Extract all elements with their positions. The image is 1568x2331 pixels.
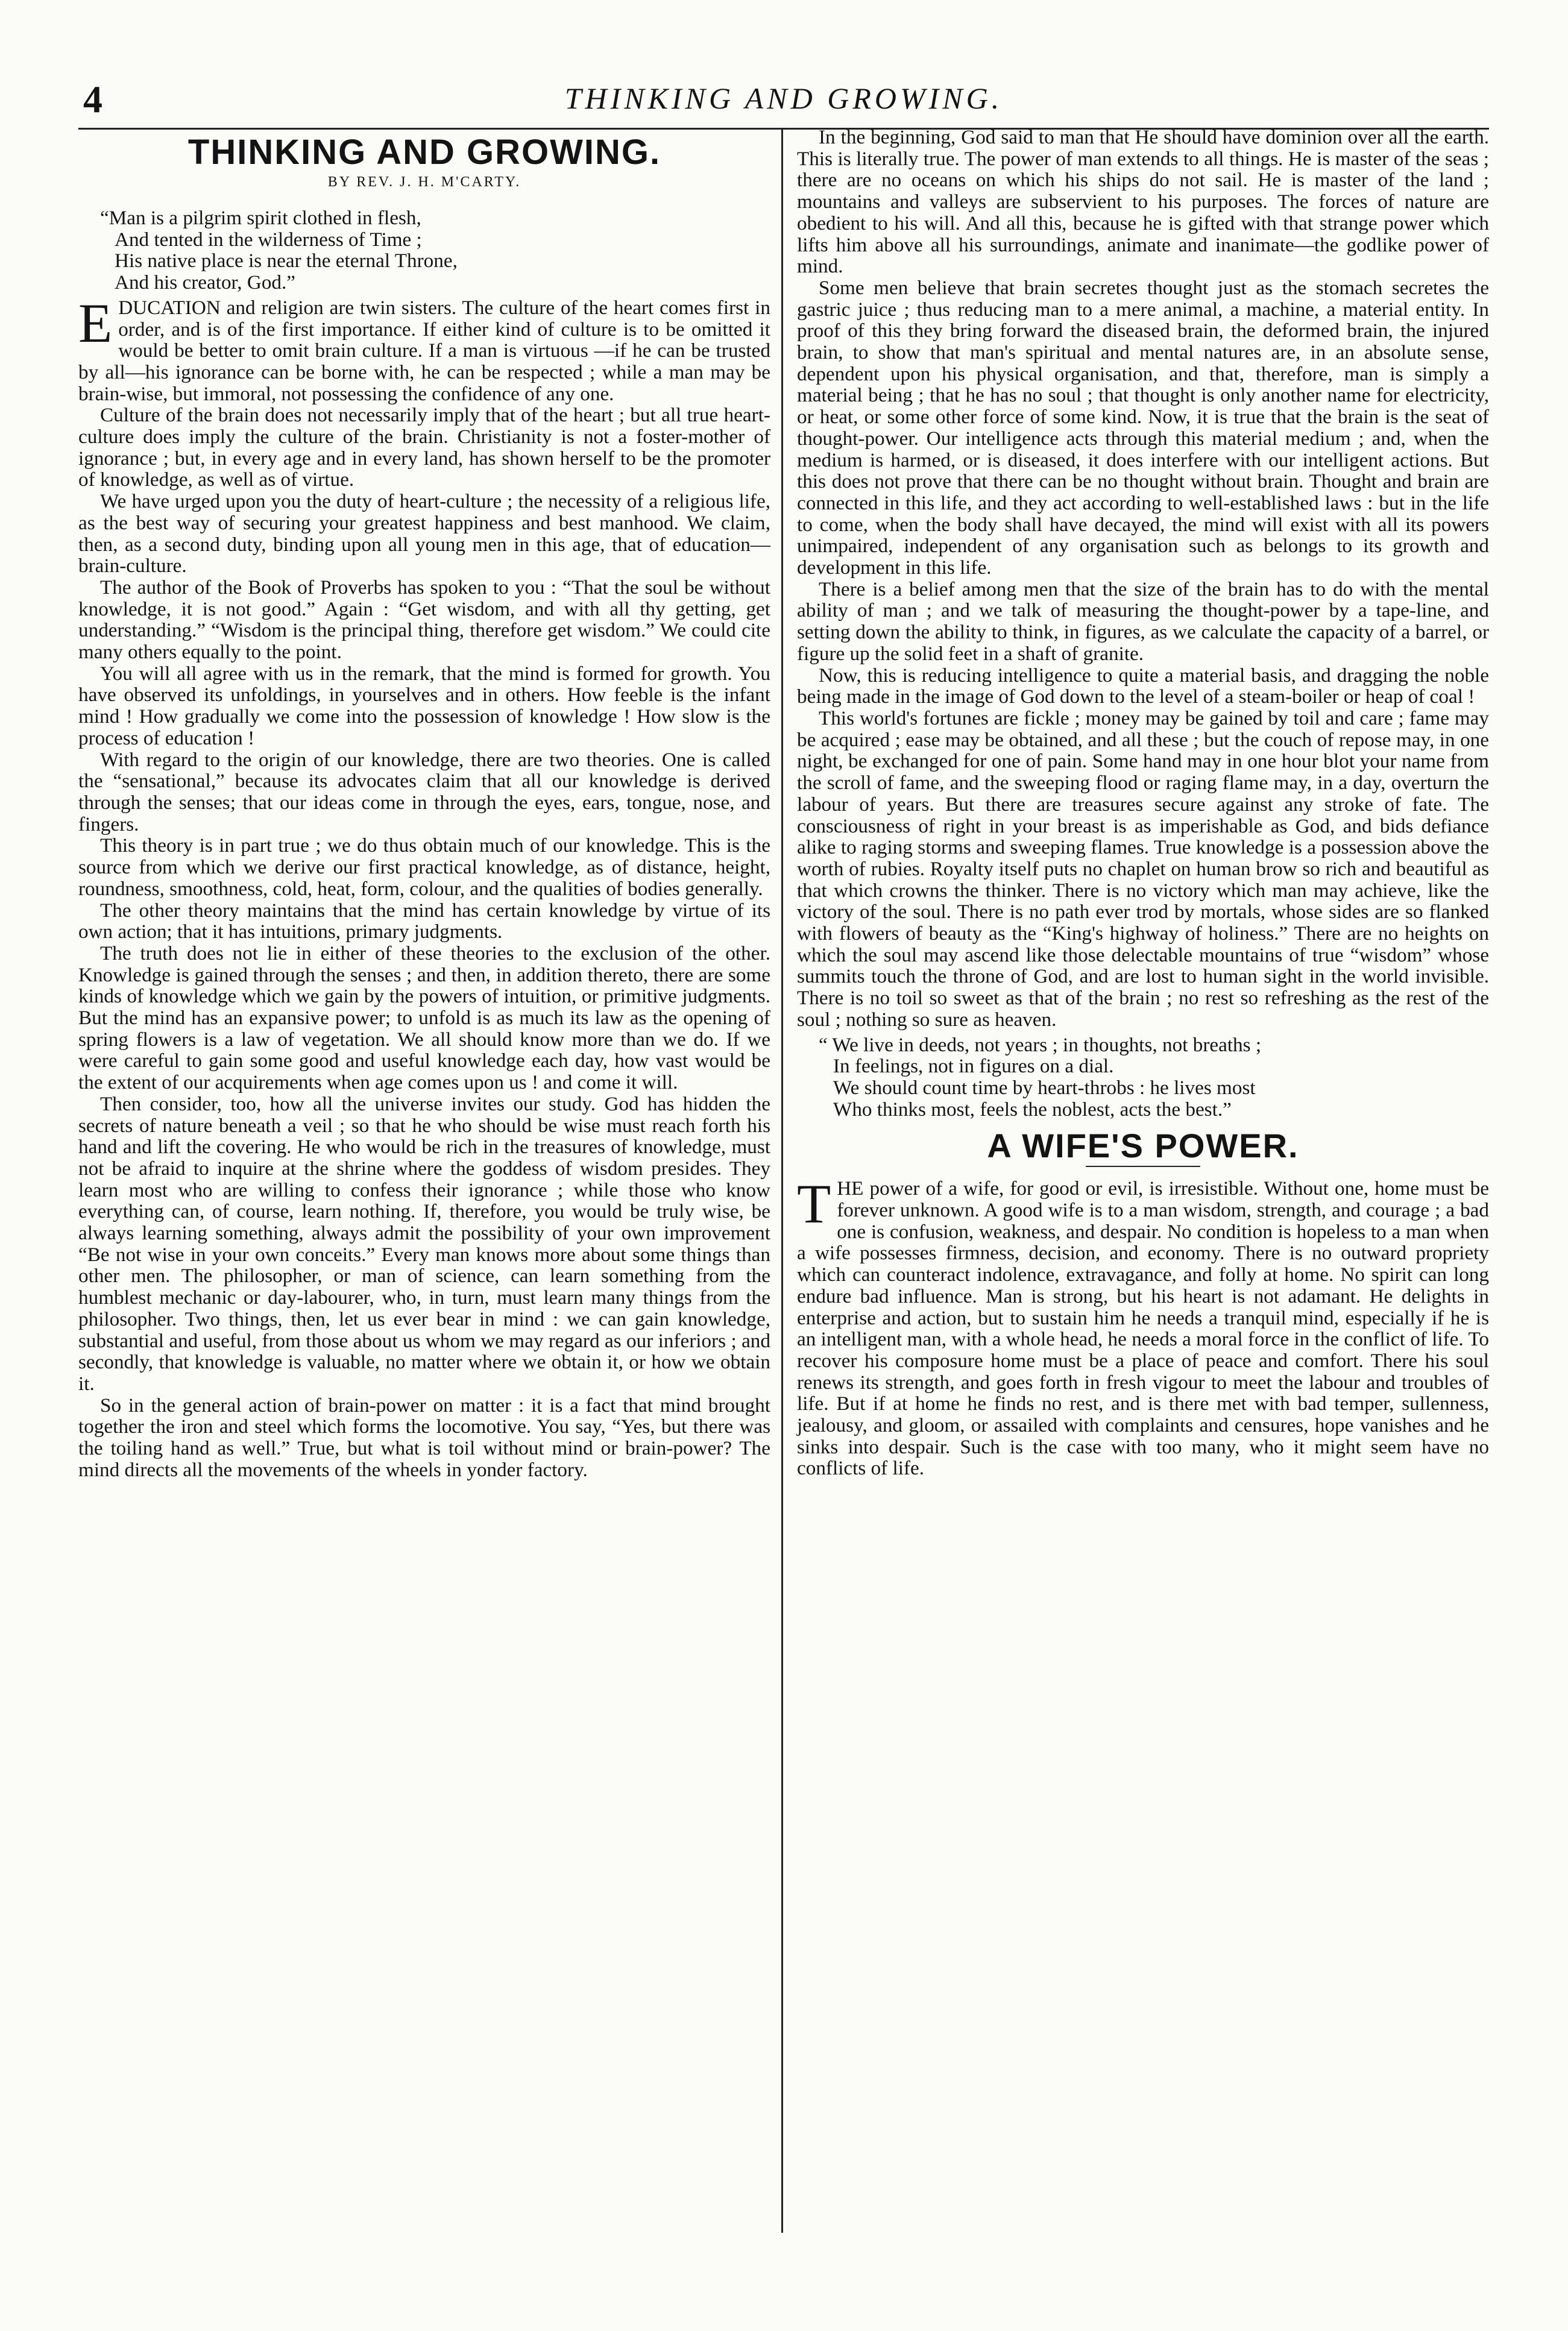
- article-title: THINKING AND GROWING.: [187, 133, 661, 172]
- epigraph-line: And tented in the wilderness of Time ;: [115, 228, 422, 251]
- epigraph: [78, 207, 770, 294]
- article-paragraph: So in the general action of brain-power on matter : it is a fact that mind brought together the iron and steel which forms the locomotive. You say, “Yes, but there was the toiling hand as well.” True, but what is toil without mind or brain-power? The mind directs all the movements of the wheels in yonder factory.: [78, 1394, 770, 1481]
- title-rule: [1086, 1166, 1200, 1167]
- closing-verse: [797, 1034, 1489, 1121]
- verse-line: Who thinks most, feels the noblest, acts the best.”: [833, 1098, 1232, 1121]
- article-paragraph: This theory is in part true ; we do thus obtain much of our knowledge. This is the source from which we derive our first practical knowledge, as of distance, height, roundness, smoothness, cold, heat, form, colour, and the qualities of bodies generally.: [78, 834, 770, 900]
- column-divider: [781, 129, 783, 2233]
- epigraph-line: And his creator, God.”: [115, 271, 296, 294]
- article-paragraph: The truth does not lie in either of these theories to the exclusion of the other. Knowledge is gained through the senses ; and then, in addition thereto, there are some kinds of knowledge which we gain by the powers of intuition, or primitive judgments. But the mind has an expansive power; to unfold is as much its law as the opening of spring flowers is a law of vegetation. We all should know more than we do. If we were careful to gain some good and useful knowledge each day, how vast would be the extent of our acquirements when age comes upon us ! and come it will.: [78, 942, 770, 1094]
- page-number: 4: [83, 78, 102, 121]
- drop-cap: E: [78, 292, 113, 354]
- running-title: THINKING AND GROWING.: [564, 81, 1003, 115]
- article-paragraph: [797, 1173, 1489, 1480]
- article-paragraph: The author of the Book of Proverbs has spoken to you : “That the soul be without knowledge, it is not good.” Again : “Get wisdom, and with all thy getting, get understanding.” “Wisdom is the principal thing, therefore get wisdom.” We could cite many others equally to the point.: [78, 576, 770, 664]
- drop-cap: T: [797, 1173, 831, 1235]
- left-column: [78, 127, 770, 1480]
- article-paragraph: We have urged upon you the duty of heart-culture ; the necessity of a religious life, as the best way of securing your greatest happiness and best manhood. We claim, then, as a second duty, binding upon all young men in this age, that of education—brain-culture.: [78, 490, 770, 577]
- article-paragraph: You will all agree with us in the remark, that the mind is formed for growth. You have observed its unfoldings, in yourselves and in others. How feeble is the infant mind ! How gradually we come into the possession of knowledge ! How slow is the process of education !: [78, 662, 770, 749]
- verse-line: We should count time by heart-throbs : he lives most: [833, 1076, 1256, 1099]
- article-paragraph: Then consider, too, how all the universe invites our study. God has hidden the secrets of nature beneath a veil ; so that he who should be wise must reach forth his hand and lift the covering. He who would be rich in the treasures of knowledge, must not be afraid to inquire at the shrine where the goddess of wisdom presides. They learn most who are willing to confess their ignorance ; while those who know everything can, of course, learn nothing. If, therefore, you would be truly wise, be always learning something, always admit the possibility of your own improvement “Be not wise in your own conceits.” Every man knows more about some things than other men. The philosopher, or man of science, can learn something from the humblest mechanic or day-labourer, who, in turn, must learn many things from the philosopher. Two things, then, let us ever bear in mind : we can gain knowledge, substantial and useful, from those about us whom we may regard as our inferiors ; and secondly, that knowledge is valuable, no matter where we obtain it, or how we obtain it.: [78, 1092, 770, 1395]
- article-byline: BY REV. J. H. M'CARTY.: [327, 174, 521, 190]
- article-paragraph: In the beginning, God said to man that He should have dominion over all the earth. This is literally true. The power of man extends to all things. He is master of the seas ; there are no oceans on which his ships do not sail. He is master of the land ; mountains and valleys are subservient to his purposes. The forces of nature are obedient to his will. And all this, because he is gifted with that strange power which lifts him above all his surroundings, animate and inanimate—the godlike power of mind.: [797, 126, 1489, 278]
- article-title: A WIFE'S POWER.: [987, 1127, 1299, 1165]
- article-paragraph: The other theory maintains that the mind has certain knowledge by virtue of its own action; that it has intuitions, primary judgments.: [78, 899, 770, 943]
- article-paragraph: Culture of the brain does not necessarily imply that of the heart ; but all true heart-culture does imply the culture of the brain. Christianity is not a foster-mother of ignorance ; but, in every age and in every land, has shown herself to be the promoter of knowledge, as well as of virtue.: [78, 404, 770, 491]
- article-paragraph: There is a belief among men that the size of the brain has to do with the mental ability of man ; and we talk of measuring the thought-power by a tape-line, and setting down the ability to think, in figures, as we calculate the capacity of a barrel, or figure up the solid feet in a shaft of granite.: [797, 577, 1489, 665]
- verse-line: In feelings, not in figures on a dial.: [833, 1055, 1114, 1078]
- paragraph-text: DUCATION and religion are twin sisters. The culture of the heart comes first in order, and is of the first importance. If either kind of culture is to be omitted it would be better to omit brain culture. If a man is virtuous —if he can be trusted by all—his ignorance can be borne with, he can be respected ; while a man may be brain-wise, but immoral, not possessing the confidence of any one.: [78, 296, 770, 405]
- article-paragraph: [78, 292, 770, 405]
- article-paragraph: With regard to the origin of our knowledge, there are two theories. One is called the “sensational,” because its advocates claim that all our knowledge is derived through the senses; that our ideas come in through the eyes, ears, tongue, nose, and fingers.: [78, 748, 770, 835]
- page-header: [78, 77, 1489, 125]
- paragraph-text: HE power of a wife, for good or evil, is irresistible. Without one, home must be forever unknown. A good wife is to a man wisdom, strength, and courage ; a bad one is confusion, weakness, and despair. No condition is hopeless to a man when a wife possesses firmness, decision, and economy. There is no outward propriety which can counteract indolence, extravagance, and folly at home. No spirit can long endure bad influence. Man is strong, but his heart is not adamant. He delights in enterprise and action, but to sustain him he needs a tranquil mind, especially if he is an intelligent man, with a whole head, he needs a moral force in the conflict of life. To recover his composure home must be a place of peace and comfort. There his soul renews its strength, and goes forth in fresh vigour to meet the labour and troubles of life. But if at home he finds no rest, and is there met with bad temper, sullenness, jealousy, and gloom, or assailed with complaints and censures, hope vanishes and he sinks into despair. Such is the case with too many, who it might seem have no conflicts of life.: [797, 1177, 1489, 1480]
- epigraph-line: His native place is near the eternal Throne,: [115, 250, 458, 272]
- article-paragraph: Some men believe that brain secretes thought just as the stomach secretes the gastric juice ; thus reducing man to a mere animal, a machine, a material entity. In proof of this they bring forward the diseased brain, the deformed brain, the injured brain, to show that man's spiritual and mental natures are, in an absolute sense, dependent upon his physical organisation, and that, therefore, man is simply a material being ; that he has no soul ; that thought is only another name for electricity, or heat, or some other force of some kind. Now, it is true that the brain is the seat of thought-power. Our intelligence acts through this material medium ; and, when the medium is harmed, or is diseased, it does interfere with our intelligent actions. But this does not prove that there can be no thought without brain. Thought and brain are connected in this life, and they act according to well-established laws : but in the life to come, when the body shall have decayed, the mind will exist with all its powers unimpaired, independent of any organisation such as belongs to its growth and development in this life.: [797, 276, 1489, 579]
- article-paragraph: This world's fortunes are fickle ; money may be gained by toil and care ; fame may be acquired ; ease may be obtained, and all these ; but the couch of repose may, in one night, be exchanged for one of pain. Some hand may in one hour blot your name from the scroll of fame, and the sweeping flood or raging flame may, in a day, overturn the labour of years. But there are treasures secure against any stroke of fate. The consciousness of right in your breast is as imperishable as God, and bids defiance alike to raging storms and sweeping flames. True knowledge is a possession above the worth of rubies. Royalty itself puts no chaplet on human brow so rich and beautiful as that which crowns the thinker. There is no victory which man may achieve, like the victory of the soul. There is no path ever trod by mortals, whose sides are so flanked with flowers of beauty as the “King's highway of holiness.” There are no heights on which the soul may ascend like those delectable mountains of true “wisdom” whose summits touch the throne of God, and are lost to human sight in the world invisible. There is no toil so sweet as that of the brain ; no rest so refreshing as the rest of the soul ; nothing so sure as heaven.: [797, 706, 1489, 1031]
- epigraph-line: “Man is a pilgrim spirit clothed in flesh,: [100, 207, 421, 229]
- right-column: [797, 127, 1489, 1479]
- verse-line: “ We live in deeds, not years ; in thoughts, not breaths ;: [819, 1033, 1262, 1056]
- article-paragraph: Now, this is reducing intelligence to quite a material basis, and dragging the noble being made in the image of God down to the level of a steam-boiler or heap of coal !: [797, 664, 1489, 708]
